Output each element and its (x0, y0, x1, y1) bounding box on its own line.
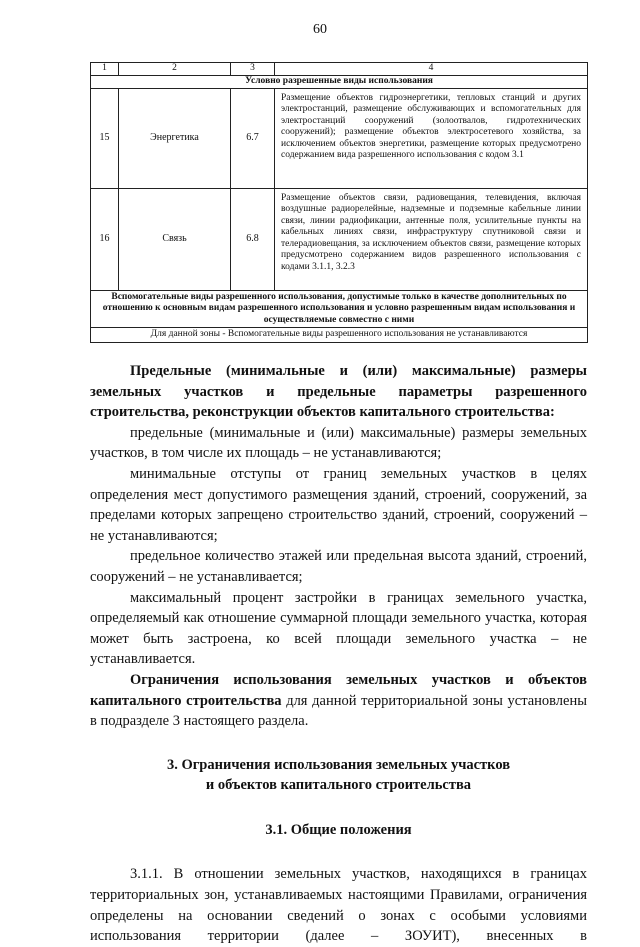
row-use-name: Связь (119, 188, 231, 290)
limit-item: предельное количество этажей или предельная высота зданий, строений, сооружений – не устанавливается; (90, 548, 587, 585)
table-row (91, 188, 588, 290)
auxiliary-note-row (91, 328, 588, 343)
section-title-row (91, 75, 588, 88)
section-heading-line2: и объектов капитального строительства (205, 777, 472, 794)
restrictions-paragraph (90, 670, 587, 732)
restrictions-text: для данной территориальной зоны установлены в подразделе 3 настоящего раздела. (90, 692, 587, 730)
auxiliary-uses-title: Вспомогательные виды разрешенного использования, допустимые только в качестве дополнительных по отношению к основным видам разрешенного использования и условно разрешенным видам использования и осуществляемые совместно с ними (91, 290, 588, 328)
land-use-table (90, 62, 588, 343)
column-header-3: 3 (231, 63, 275, 76)
row-number: 16 (91, 188, 119, 290)
auxiliary-uses-note: Для данной зоны - Вспомогательные виды разрешенного использования не устанавливаются (91, 328, 588, 343)
table-row (91, 88, 588, 188)
row-use-description: Размещение объектов связи, радиовещания, телевидения, включая воздушные радиорелейные, надземные и подземные кабельные линии связи, линии радиофикации, антенные поля, усилительные пункты на кабельных линиях связи, инфраструктуру спутниковой связи и телерадиовещания, за исключением объектов связи, размещение которых предусмотрено содержанием видов разрешенного использования с кодами 3.1.1, 3.2.3 (275, 188, 588, 290)
conditional-uses-title: Условно разрешенные виды использования (91, 75, 588, 88)
limit-item: максимальный процент застройки в границах земельного участка, определяемый как отношение суммарной площади земельного участка, которая может быть застроена, ко всей площади земельного участка – не устанавливается. (90, 589, 587, 668)
limit-item: минимальные отступы от границ земельных участков в целях определения мест допустимого размещения зданий, строений, сооружений, за пределами которых запрещено строительство зданий, строений, сооружений – не устанавливаются; (90, 465, 587, 544)
paragraph-3-1-1: 3.1.1. В отношении земельных участков, находящихся в границах территориальных зон, устанавливаемых настоящими Правилами, ограничения определены на основании сведений о зонах с особыми условиями использования территории (далее – ЗОУИТ), внесенных в (90, 866, 587, 945)
row-use-code: 6.8 (231, 188, 275, 290)
row-use-code: 6.7 (231, 88, 275, 188)
column-header-1: 1 (91, 63, 119, 76)
restrictions-bold-text: Ограничения использования земельных участков и объектов капитального строительства (90, 671, 587, 709)
limit-item: предельные (минимальные и (или) максимальные) размеры земельных участков, в том числе их площадь – не устанавливаются; (90, 424, 587, 462)
column-header-4: 4 (275, 63, 588, 76)
auxiliary-title-row (91, 290, 588, 328)
limits-heading: Предельные (минимальные и (или) максимальные) размеры земельных участков и предельные параметры разрешенного строительства, реконструкции объектов капитального строительства: (90, 363, 587, 421)
row-use-name: Энергетика (119, 88, 231, 188)
row-use-description: Размещение объектов гидроэнергетики, тепловых станций и других электростанций, размещение обслуживающих и вспомогательных для электростанций сооружений (золоотвалов, гидротехнических сооружений); размещение объектов электросетевого хозяйства, за исключением объектов энергетики, размещение которых предусмотрено содержанием вида разрешенного использования с кодом 3.1 (275, 88, 588, 188)
section-heading (90, 755, 587, 796)
column-header-2: 2 (119, 63, 231, 76)
row-number: 15 (91, 88, 119, 188)
table-column-header-row (91, 63, 588, 76)
section-heading-line1: 3. Ограничения использования земельных участков (166, 756, 511, 773)
page-number: 60 (313, 22, 327, 37)
document-body (90, 361, 587, 947)
subsection-heading: 3.1. Общие положения (265, 821, 412, 838)
